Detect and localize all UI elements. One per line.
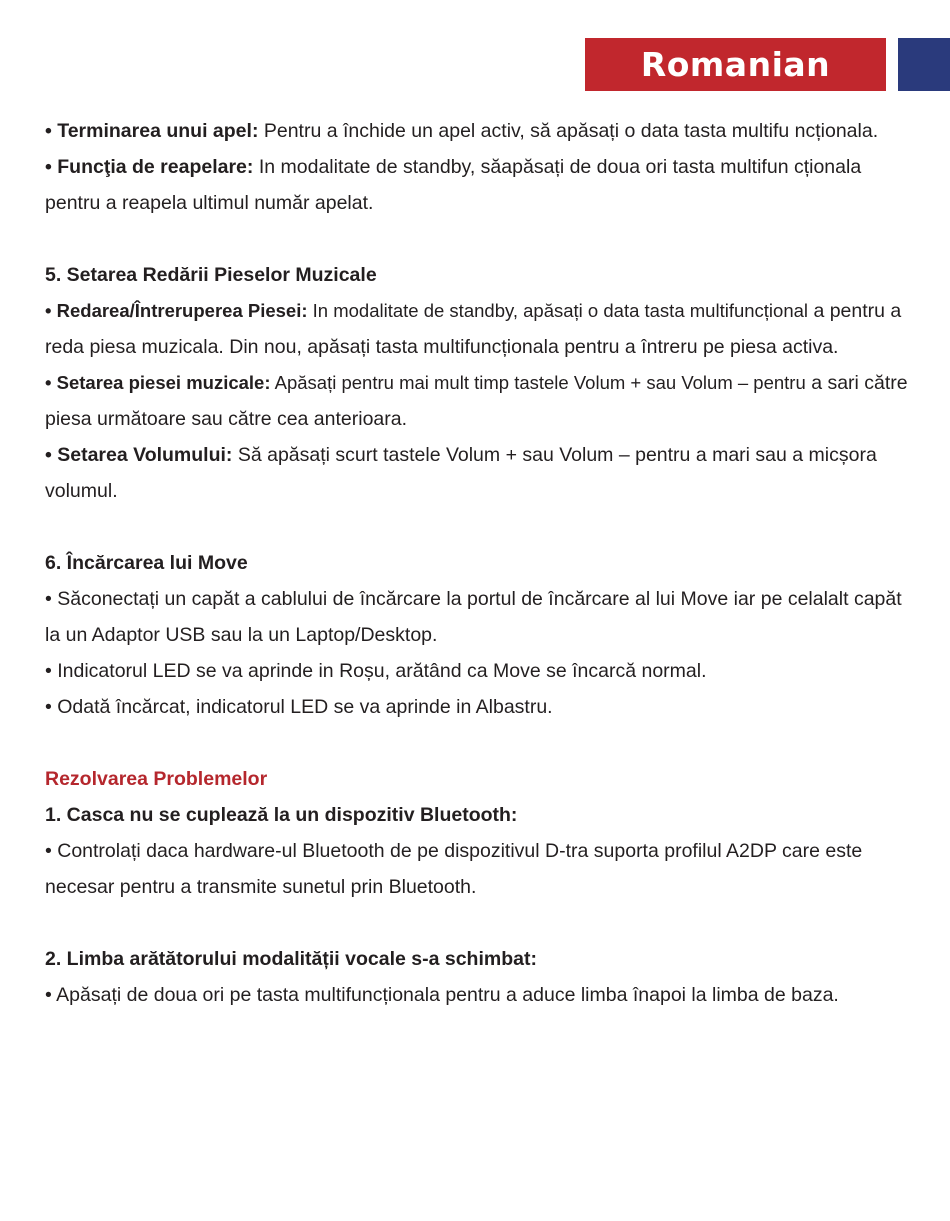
end-call-text: Pentru a închide un apel activ, să apăsați o data tasta multifu ncționala. (258, 120, 879, 142)
play-pause-label: • Redarea/Întreruperea Piesei: (45, 300, 308, 321)
spacer (45, 725, 917, 761)
problem-2-answer: • Apăsați de doua ori pe tasta multifuncționala pentru a aduce limba înapoi la limba de baza. (45, 984, 839, 1006)
spacer (45, 509, 917, 545)
manual-content (45, 113, 917, 1013)
play-pause-text-cont: a pentru a reda piesa muzicala. Din nou, apăsați tasta multifuncționala pentru a întreru pe piesa activa. (45, 300, 902, 358)
redial-text: In modalitate de standby, săapăsați de doua ori tasta multifun cționala pentru a reapela ultimul număr apelat. (45, 156, 862, 214)
troubleshooting-heading: Rezolvarea Problemelor (45, 768, 268, 790)
charging-heading: 6. Încărcarea lui Move (45, 552, 248, 574)
charging-item-3: • Odată încărcat, indicatorul LED se va aprinde in Albastru. (45, 696, 553, 718)
volume-label: • Setarea Volumului: (45, 444, 233, 466)
spacer (45, 221, 917, 257)
track-label: • Setarea piesei muzicale: (45, 372, 271, 393)
track-text-cont: a sari către piesa următoare sau către cea anterioara. (45, 372, 908, 430)
charging-item-1: • Săconectați un capăt a cablului de încărcare la portul de încărcare al lui Move iar pe celalalt capăt la un Adaptor USB sau la un Laptop/Desktop. (45, 588, 902, 646)
problem-1-answer: • Controlați daca hardware-ul Bluetooth de pe dispozitivul D-tra suporta profilul A2DP care este necesar pentru a transmite sunetul prin Bluetooth. (45, 840, 863, 898)
music-heading: 5. Setarea Redării Pieselor Muzicale (45, 264, 377, 286)
volume-paragraph (45, 437, 917, 509)
track-text: Apăsați pentru mai mult timp tastele Volum + sau Volum – pentru (270, 372, 806, 393)
volume-text: Să apăsați scurt tastele Volum + sau Volum – pentru a mari sau a micșora volumul. (45, 444, 877, 502)
end-call-paragraph (45, 113, 917, 149)
redial-paragraph (45, 149, 917, 221)
play-pause-paragraph (45, 293, 917, 365)
problem-1-heading: 1. Casca nu se cuplează la un dispozitiv Bluetooth: (45, 804, 518, 826)
problem-2-heading: 2. Limba arătătorului modalității vocale s-a schimbat: (45, 948, 537, 970)
charging-item-2: • Indicatorul LED se va aprinde in Roșu, arătând ca Move se încarcă normal. (45, 660, 707, 682)
end-call-label: • Terminarea unui apel: (45, 120, 259, 142)
play-pause-text: In modalitate de standby, apăsați o data tasta multifuncțional (307, 300, 809, 321)
language-badge (585, 38, 886, 91)
spacer (45, 905, 917, 941)
language-label: Romanian (640, 45, 831, 84)
track-paragraph (45, 365, 917, 437)
redial-label: • Funcţia de reapelare: (45, 156, 254, 178)
language-tab-marker (898, 38, 950, 91)
